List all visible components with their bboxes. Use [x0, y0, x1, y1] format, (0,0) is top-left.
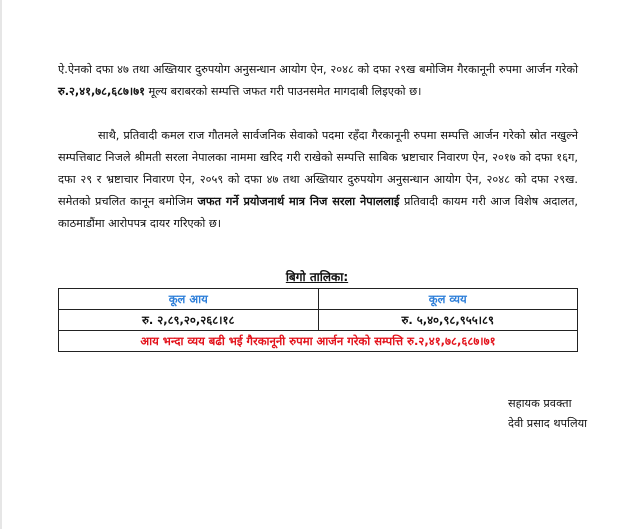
header-total-income: कूल आय	[59, 289, 319, 310]
claimed-amount: रु.२,४१,७८,६८७।७१	[58, 85, 145, 98]
table-row	[59, 310, 578, 331]
page-left-border	[0, 0, 2, 529]
signature-name: देवी प्रसाद थपलिया	[508, 417, 588, 430]
value-total-income: रु. २,८९,२०,२६८।१८	[59, 310, 319, 331]
paragraph-2-text-b: प्रतिवादी कायम गरी आज विशेष अदालत, काठमाडौंमा आरोपपत्र दायर गरिएको छ।	[58, 195, 578, 230]
paragraph-1-text-a: ऐ.ऐनको दफा ४७ तथा अख्तियार दुरुपयोग अनुसन्धान आयोग ऐन, २०४८ को दफा २९ख बमोजिम गैरकानूनी रुपमा आर्जन गरेको	[58, 63, 578, 76]
value-total-expense: रु. ५,४०,९८,९५५।८९	[318, 310, 578, 331]
table-footer-row	[59, 331, 578, 352]
table-title: बिगो तालिका:	[285, 270, 349, 284]
paragraph-2-text-a: साथै, प्रतिवादी कमल राज गौतमले सार्वजनिक सेवाको पदमा रहँदा गैरकानूनी रुपमा सम्पत्ति आर्जन गरेको स्रोत नखुल्ने सम्पत्तिबाट निजले श्रीमती सरला नेपालका नाममा खरिद गरी राखेको सम्पत्ति साबिक भ्रष्टाचार निवारण ऐन, २०१७ को दफा १६ग, दफा २९ र भ्रष्टाचार निवारण ऐन, २०५९ को दफा ४७ तथा अख्तियार दुरुपयोग अनुसन्धान आयोग ऐन, २०४८ को दफा २९ख. समेतको प्रचलित कानून बमोजिम	[58, 129, 578, 208]
signature-title: सहायक प्रवक्ता	[508, 397, 572, 410]
paragraph-charge-claim	[58, 59, 578, 103]
header-total-expense: कूल व्यय	[318, 289, 578, 310]
table-footer-note: आय भन्दा व्यय बढी भई गैरकानूनी रुपमा आर्जन गरेको सम्पत्ति रु.२,४१,७८,६८७।७१	[59, 331, 578, 352]
paragraph-1-text-b: मूल्य बराबरको सम्पत्ति जफत गरी पाउनसमेत मागदाबी लिइएको छ।	[144, 85, 422, 98]
paragraph-2-bold-text: जफत गर्ने प्रयोजनार्थ मात्र निज सरला नेपाललाई	[197, 195, 400, 208]
table-header-row	[59, 289, 578, 310]
bigo-table	[58, 288, 578, 352]
paragraph-defendant-note	[58, 125, 578, 235]
